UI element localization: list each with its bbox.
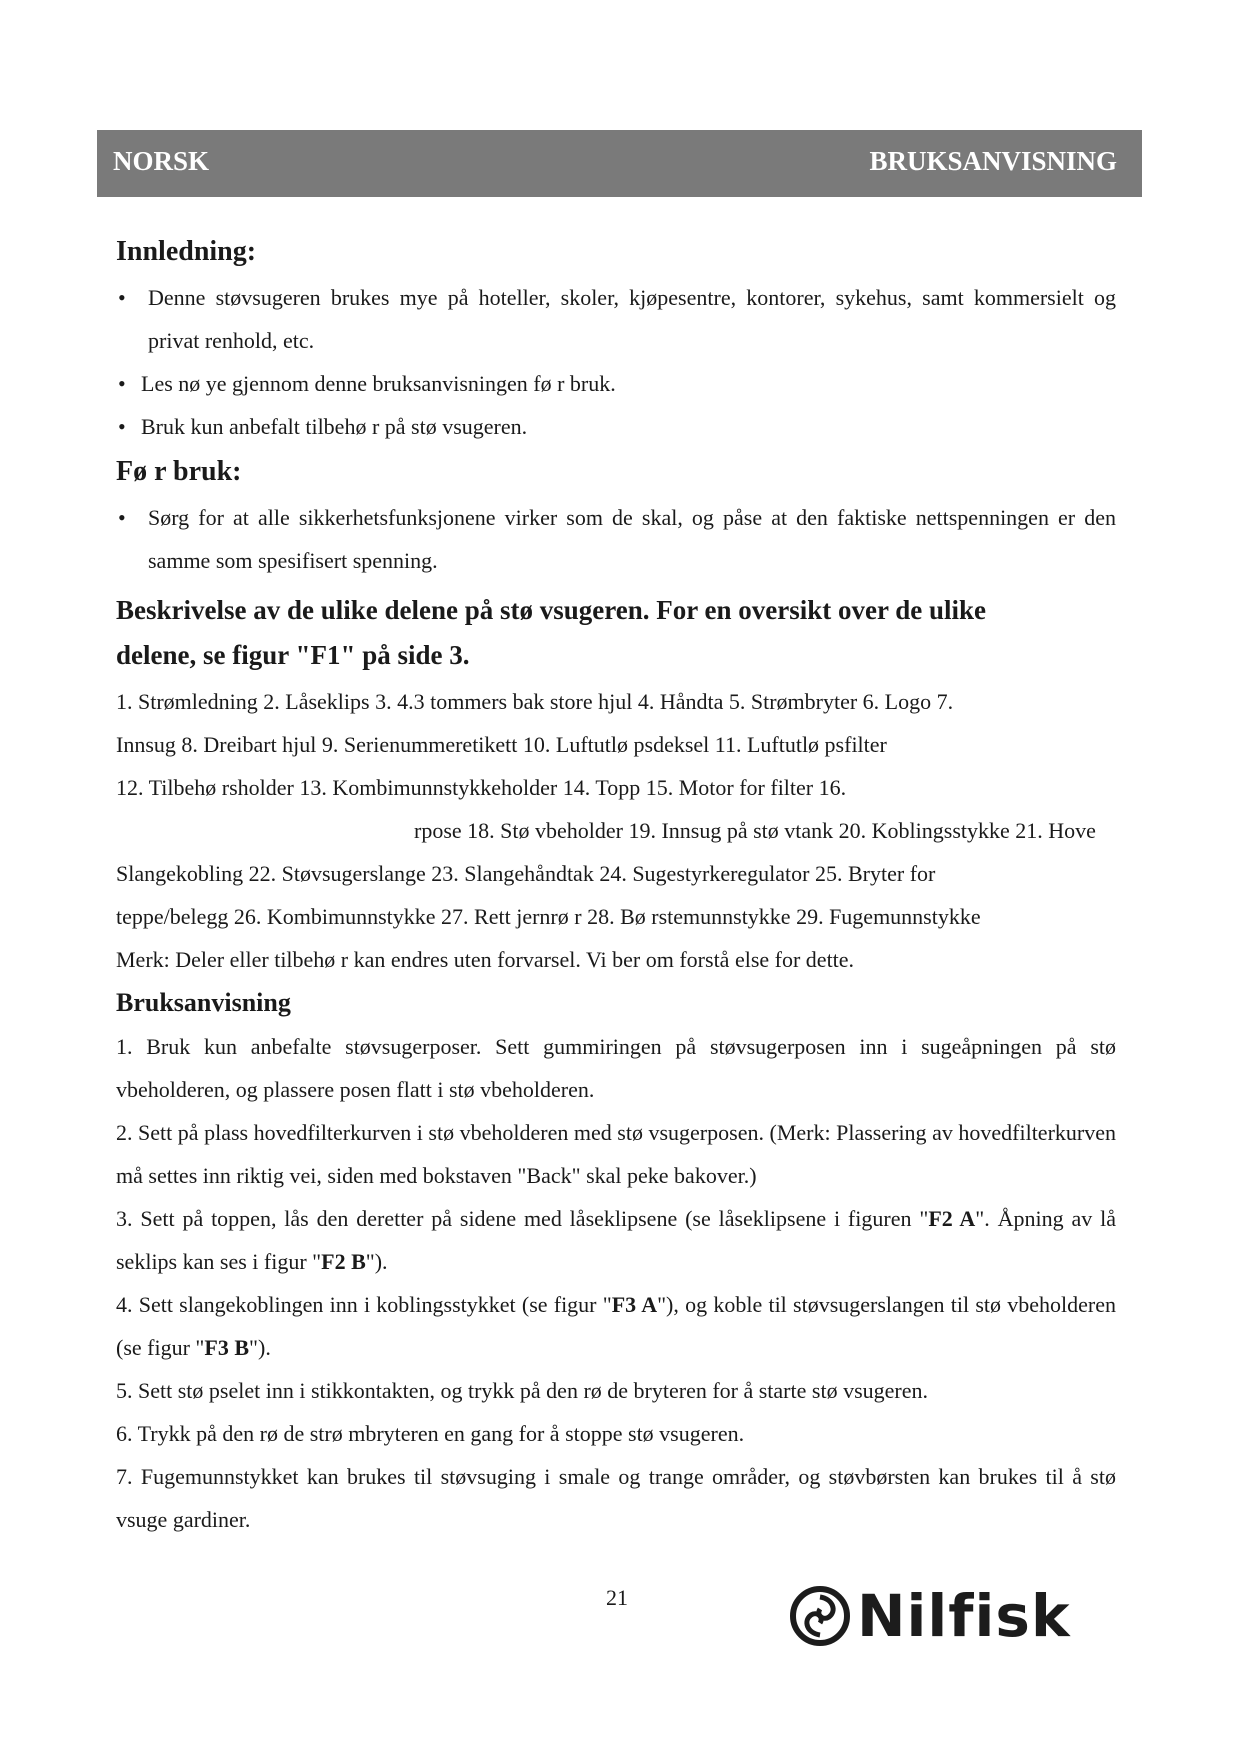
instruction-step: 2. Sett på plass hovedfilterkurven i stø vbeholderen med stø vsugerposen. (Merk: Plassering av hovedfilterkurven må settes inn riktig vei, siden med bokstaven "Back" skal peke bakover.): [116, 1120, 1116, 1188]
document-type-label: BRUKSANVISNING: [869, 146, 1117, 176]
page-content: [116, 228, 1116, 1541]
instruction-step: 4. Sett slangekoblingen inn i koblingsstykket (se figur "F3 A"), og koble til støvsugerslangen til stø vbeholderen (se figur "F3 B").: [116, 1292, 1116, 1360]
nilfisk-swirl-icon: [789, 1585, 851, 1647]
page-number: 21: [606, 1585, 628, 1610]
instruction-step: 6. Trykk på den rø de strø mbryteren en gang for å stoppe stø vsugeren.: [116, 1421, 745, 1446]
list-item: • Denne støvsugeren brukes mye på hoteller, skoler, kjøpesentre, kontorer, sykehus, samt kommersielt og privat renhold, etc.: [116, 276, 1116, 362]
parts-line: Innsug 8. Dreibart hjul 9. Serienummeretikett 10. Luftutlø psdeksel 11. Luftutlø psfilter: [116, 732, 887, 757]
language-label: NORSK: [113, 146, 210, 176]
instruction-step: 3. Sett på toppen, lås den deretter på sidene med låseklipsene (se låseklipsene i figuren "F2 A". Åpning av lå seklips kan ses i figur "F2 B").: [116, 1206, 1116, 1274]
parts-note: Merk: Deler eller tilbehø r kan endres uten forvarsel. Vi ber om forstå else for dette.: [116, 947, 855, 972]
parts-line: 12. Tilbehø rsholder 13. Kombimunnstykkeholder 14. Topp 15. Motor for filter 16.: [116, 775, 847, 800]
instruction-step: 7. Fugemunnstykket kan brukes til støvsuging i smale og trange områder, og støvbørsten kan brukes til å stø vsuge gardiner.: [116, 1464, 1116, 1532]
list-item: • Sørg for at alle sikkerhetsfunksjonene virker som de skal, og påse at den faktiske nettspenningen er den samme som spesifisert spenning.: [116, 496, 1116, 582]
parts-line: Slangekobling 22. Støvsugerslange 23. Slangehåndtak 24. Sugestyrkeregulator 25. Bryter for: [116, 861, 936, 886]
parts-line: teppe/belegg 26. Kombimunnstykke 27. Rett jernrø r 28. Bø rstemunnstykke 29. Fugemunnstykke: [116, 904, 981, 929]
parts-heading: Beskrivelse av de ulike delene på stø vsugeren. For en oversikt over de ulike delene, se figur "F1" på side 3.: [116, 595, 986, 670]
instructions-heading: Bruksanvisning: [116, 988, 291, 1017]
header-band: [97, 130, 1142, 197]
figure-reference: F3 A: [611, 1292, 658, 1317]
parts-line: 1. Strømledning 2. Låseklips 3. 4.3 tommers bak store hjul 4. Håndta 5. Strømbryter 6. Logo 7.: [116, 689, 954, 714]
figure-reference: F2 B: [321, 1249, 366, 1274]
figure-reference: F2 A: [928, 1206, 976, 1231]
before-use-heading: Fø r bruk:: [116, 456, 242, 487]
figure-reference: F3 B: [204, 1335, 250, 1360]
brand-logo: [789, 1580, 1071, 1652]
brand-name: Nilfisk: [857, 1582, 1071, 1650]
instruction-step: 1. Bruk kun anbefalte støvsugerposer. Sett gummiringen på støvsugerposen inn i sugeåpningen på stø vbeholderen, og plassere posen flatt i stø vbeholderen.: [116, 1034, 1116, 1102]
parts-line: rpose 18. Stø vbeholder 19. Innsug på stø vtank 20. Koblingsstykke 21. Hove: [414, 818, 1096, 843]
list-item: • Bruk kun anbefalt tilbehø r på stø vsugeren.: [116, 405, 1116, 448]
intro-heading: Innledning:: [116, 236, 257, 267]
instruction-step: 5. Sett stø pselet inn i stikkontakten, og trykk på den rø de bryteren for å starte stø vsugeren.: [116, 1378, 928, 1403]
list-item: • Les nø ye gjennom denne bruksanvisningen fø r bruk.: [116, 362, 1116, 405]
